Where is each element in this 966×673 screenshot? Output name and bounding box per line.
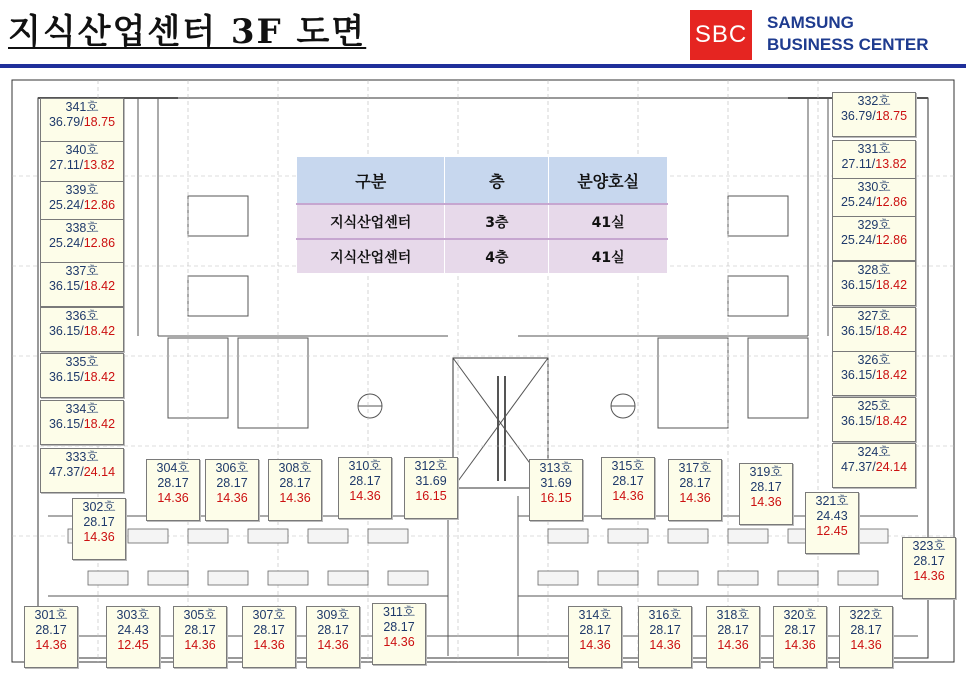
summary-cell-category: 지식산업센터 [297,239,445,274]
unit-label[interactable] [832,307,916,352]
header-floor: 층 [445,157,549,205]
unit-room: 314호 [578,608,612,622]
unit-label[interactable] [338,457,392,519]
unit-room: 306호 [215,461,249,475]
unit-value: 16.15 [540,491,572,505]
header-divider [0,64,966,68]
unit-value: 14.36 [157,491,189,505]
unit-room: 328호 [857,263,891,277]
unit-area: 27.11 [49,158,80,172]
unit-area: 28.17 [784,623,816,637]
unit-room: 334호 [65,402,99,416]
summary-cell-units: 41실 [549,204,668,239]
unit-label[interactable] [72,498,126,560]
unit-value: 14.36 [784,638,816,652]
unit-label[interactable] [739,463,793,525]
unit-value: 14.36 [612,489,644,503]
summary-cell-floor: 3층 [445,204,549,239]
unit-room: 322호 [849,608,883,622]
unit-value: 14.36 [317,638,349,652]
unit-room: 323호 [912,539,946,553]
unit-room: 325호 [857,399,891,413]
unit-area: 28.17 [612,474,644,488]
unit-area-line: 36.79/18.75 [840,109,908,123]
unit-label[interactable] [306,606,360,668]
unit-area: 25.24 [48,198,81,212]
unit-value: 14.36 [279,491,311,505]
header-category: 구분 [297,157,445,205]
unit-area: 28.17 [750,480,782,494]
company-name-line1: SAMSUNG [767,13,854,32]
unit-value: 24.14 [83,465,116,479]
unit-label[interactable] [773,606,827,668]
unit-room: 304호 [156,461,190,475]
unit-label[interactable] [205,459,259,521]
unit-area: 28.17 [649,623,681,637]
unit-value: 18.42 [83,370,116,384]
unit-area: 24.43 [117,623,149,637]
unit-room: 330호 [857,180,891,194]
unit-value: 18.42 [83,324,116,338]
unit-value: 18.42 [875,368,908,382]
unit-room: 301호 [34,608,68,622]
unit-value: 12.45 [117,638,149,652]
unit-label[interactable] [832,443,916,488]
unit-label[interactable] [40,141,124,186]
unit-value: 14.36 [253,638,285,652]
unit-label[interactable] [40,307,124,352]
unit-area: 36.15 [840,278,873,292]
unit-room: 318호 [716,608,750,622]
unit-label[interactable] [40,448,124,493]
unit-label[interactable] [832,216,916,261]
unit-area: 36.79 [48,115,81,129]
unit-area: 28.17 [216,476,248,490]
unit-room: 333호 [65,450,99,464]
unit-area-line: 36.79/18.75 [48,115,116,129]
unit-room: 317호 [678,461,712,475]
unit-value: 14.36 [349,489,381,503]
summary-cell-units: 41실 [549,239,668,274]
unit-area-line: 47.37/24.14 [840,460,908,474]
unit-area: 25.24 [48,236,81,250]
unit-value: 13.82 [83,158,115,172]
unit-area-line: 36.15/18.42 [48,279,116,293]
unit-area: 28.17 [383,620,415,634]
unit-value: 14.36 [913,569,945,583]
unit-area: 28.17 [184,623,216,637]
unit-label[interactable] [638,606,692,668]
unit-value: 18.42 [83,417,116,431]
unit-value: 12.86 [875,195,908,209]
unit-value: 14.36 [679,491,711,505]
unit-area: 27.11 [841,157,872,171]
unit-area: 28.17 [83,515,115,529]
unit-area-line: 27.11/13.82 [841,157,907,171]
unit-area: 28.17 [157,476,189,490]
unit-value: 14.36 [649,638,681,652]
unit-value: 14.36 [216,491,248,505]
unit-label[interactable] [404,457,458,519]
company-name-line2: BUSINESS CENTER [767,35,929,54]
unit-room: 331호 [857,142,891,156]
unit-label[interactable] [668,459,722,521]
unit-label[interactable] [706,606,760,668]
unit-area: 28.17 [349,474,381,488]
unit-area-line: 36.15/18.42 [48,370,116,384]
floor-summary-table [296,156,668,274]
unit-value: 12.86 [83,236,116,250]
unit-area-line: 47.37/24.14 [48,465,116,479]
unit-area: 28.17 [679,476,711,490]
unit-area: 25.24 [840,233,873,247]
unit-area: 25.24 [840,195,873,209]
unit-room: 311호 [382,605,415,619]
unit-room: 302호 [82,500,116,514]
unit-area: 36.15 [48,370,81,384]
unit-label[interactable] [242,606,296,668]
unit-label[interactable] [832,397,916,442]
unit-value: 18.42 [875,414,908,428]
unit-area: 36.15 [840,324,873,338]
summary-cell-category: 지식산업센터 [297,204,445,239]
unit-area-line: 36.15/18.42 [48,324,116,338]
summary-cell-floor: 4층 [445,239,549,274]
unit-label[interactable] [839,606,893,668]
unit-value: 18.42 [875,324,908,338]
unit-area: 28.17 [579,623,611,637]
unit-label[interactable] [372,603,426,665]
unit-label[interactable] [24,606,78,668]
header-units: 분양호실 [549,157,668,205]
unit-value: 16.15 [415,489,447,503]
unit-room: 321호 [815,494,849,508]
unit-label[interactable] [40,98,124,143]
summary-header-row [297,157,668,205]
unit-value: 18.42 [83,279,116,293]
unit-area-line: 27.11/13.82 [49,158,115,172]
unit-value: 13.82 [875,157,907,171]
unit-value: 12.86 [875,233,908,247]
unit-label[interactable] [40,400,124,445]
unit-value: 18.42 [875,278,908,292]
unit-label[interactable] [173,606,227,668]
unit-value: 14.36 [717,638,749,652]
unit-label[interactable] [146,459,200,521]
unit-label[interactable] [832,92,916,137]
unit-label[interactable] [40,262,124,307]
unit-value: 14.36 [750,495,782,509]
unit-area: 28.17 [717,623,749,637]
sbc-logo: SBC [690,10,752,60]
unit-area-line: 36.15/18.42 [840,368,908,382]
unit-area: 31.69 [415,474,447,488]
unit-label[interactable] [568,606,622,668]
unit-room: 332호 [857,94,891,108]
page-title: 지식산업센터 3F 도면 [8,12,367,52]
unit-value: 18.75 [83,115,116,129]
unit-area: 36.15 [48,417,81,431]
unit-room: 316호 [648,608,682,622]
unit-label[interactable] [106,606,160,668]
unit-area: 28.17 [317,623,349,637]
unit-room: 339호 [65,183,99,197]
unit-area: 47.37 [840,460,873,474]
summary-row [297,204,668,239]
unit-area-line: 36.15/18.42 [840,324,908,338]
unit-area: 36.15 [840,414,873,428]
unit-area: 47.37 [48,465,81,479]
unit-area: 36.15 [48,279,81,293]
unit-value: 24.14 [875,460,908,474]
unit-area: 28.17 [253,623,285,637]
unit-area: 28.17 [913,554,945,568]
unit-label[interactable] [902,537,956,599]
unit-room: 320호 [783,608,817,622]
unit-room: 303호 [116,608,150,622]
unit-label[interactable] [832,261,916,306]
unit-value: 12.86 [83,198,116,212]
unit-room: 341호 [65,100,99,114]
unit-room: 337호 [65,264,99,278]
unit-room: 340호 [65,143,99,157]
unit-area: 36.15 [840,368,873,382]
unit-value: 14.36 [383,635,415,649]
summary-row [297,239,668,274]
unit-label[interactable] [268,459,322,521]
unit-room: 305호 [183,608,217,622]
unit-room: 335호 [65,355,99,369]
unit-value: 14.36 [184,638,216,652]
unit-area: 28.17 [35,623,67,637]
unit-area-line: 25.24/12.86 [48,198,116,212]
unit-area-line: 36.15/18.42 [840,414,908,428]
unit-room: 326호 [857,353,891,367]
unit-area: 28.17 [279,476,311,490]
unit-label[interactable] [529,459,583,521]
unit-room: 327호 [857,309,891,323]
unit-area: 36.79 [840,109,873,123]
unit-room: 313호 [539,461,573,475]
unit-label[interactable] [601,457,655,519]
unit-room: 309호 [316,608,350,622]
unit-area-line: 36.15/18.42 [840,278,908,292]
unit-value: 14.36 [850,638,882,652]
company-name [767,12,929,56]
unit-value: 14.36 [579,638,611,652]
unit-value: 14.36 [83,530,115,544]
unit-value: 18.75 [875,109,908,123]
unit-area-line: 25.24/12.86 [48,236,116,250]
unit-value: 12.45 [816,524,848,538]
unit-value: 14.36 [35,638,67,652]
unit-room: 338호 [65,221,99,235]
unit-room: 336호 [65,309,99,323]
unit-room: 329호 [857,218,891,232]
unit-room: 315호 [611,459,645,473]
unit-room: 312호 [414,459,448,473]
unit-label[interactable] [40,353,124,398]
unit-label[interactable] [40,219,124,264]
unit-area: 24.43 [816,509,848,523]
unit-area: 28.17 [850,623,882,637]
unit-room: 308호 [278,461,312,475]
unit-room: 324호 [857,445,891,459]
unit-room: 310호 [348,459,382,473]
unit-room: 307호 [252,608,286,622]
unit-area-line: 25.24/12.86 [840,233,908,247]
unit-label[interactable] [805,492,859,554]
unit-room: 319호 [749,465,783,479]
unit-area-line: 36.15/18.42 [48,417,116,431]
unit-area: 36.15 [48,324,81,338]
unit-label[interactable] [832,351,916,396]
unit-area-line: 25.24/12.86 [840,195,908,209]
unit-area: 31.69 [540,476,572,490]
